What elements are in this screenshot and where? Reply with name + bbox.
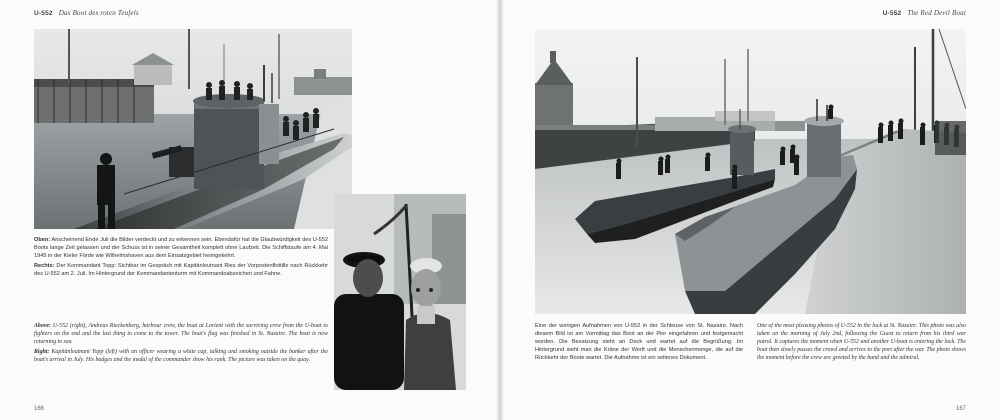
running-head-left: [34, 9, 139, 17]
photo-commander-portrait-image: [334, 194, 466, 390]
caption-rechts-label: Rechts:: [34, 262, 55, 269]
caption-above: [34, 323, 328, 347]
caption-oben-label: Oben:: [34, 237, 51, 243]
photo-uboats-quay-image: [535, 29, 966, 314]
caption-above-label: Above:: [34, 323, 52, 329]
page-number-left: 166: [34, 406, 45, 412]
caption-left-german: [34, 237, 328, 281]
caption-right-label: Right:: [34, 348, 50, 355]
caption-right-german: Eine der wenigen Aufnahmen von U-552 in der Schleuse von St. Nazaire. Nach diesem Bild ist am Vormittag das Boot an der Pier eingefahren und festgemacht worden. Die Besatzung steht an Deck und wartet auf die Begrüßung. Im Hintergrund sieht man die Kräne der Werft und die Menschenmenge, die auf die Rückkehr der Boote wartet. Die Aufnahme ist ein seltenes Dokument.: [535, 323, 743, 361]
running-head-title: U-552: [34, 10, 53, 17]
running-head-subtitle-right: The Red Devil Boat: [907, 9, 966, 17]
photo-uboats-quay: [535, 29, 966, 314]
page-number-right: 167: [955, 406, 966, 412]
caption-rechts: [34, 263, 328, 279]
caption-oben-text: Anscheinend Ende Juli die Bilder verdeckt und zu erkennen sein. Ebendafür hat die Glaubwürdigkeit des U-552 Boots lange Zeit gelassen und der Schuss ist in seiner Gesamtheit komplett ohne Laufzeit. Die Schiffstaufe am 4. Mai 1945 in der Kieler Förde wie Wilhelmshaven aus dem Einsatzgebiet heimgekehrt.: [34, 237, 328, 259]
caption-right: [34, 349, 328, 365]
caption-right-text: Kapitänleutnant Topp (left) with an officer wearing a white cap, talking and smoking outside the bunker after the boat's arrival in July. His badges and the medal of the commander show his rank. The picture was taken on the quay.: [34, 348, 328, 363]
photo-commander-portrait: [334, 194, 466, 390]
caption-right-english: One of the most pleasing photos of U-552 in the lock at St. Nazaire. This photo was also taken on the morning of July 2nd, following the Guest to return from his third war patrol. It captures the moment when U-552 and another U-boat is entering the lock. The boat then slowly passes the crowd and arrives to the port after the war. The photo shows the moment before the crew are greeted by the band and the admiral.: [757, 323, 966, 361]
photo-uboat-lock: [34, 29, 352, 229]
running-head-title-right: U-552: [882, 10, 902, 17]
running-head-right: [883, 9, 966, 17]
running-head-subtitle: Das Boot des roten Teufels: [58, 9, 139, 17]
photo-uboat-lock-image: [34, 29, 352, 229]
caption-rechts-text: Der Kommandant Topp: Sichtbar im Gespräch mit Kapitänleutnant Ries der Vorpostenflottille nach Rückkehr des U-552 am 2. Juli. Im Hintergrund der Kommandantenturm mit Kommandoabzeichen und Fahne.: [34, 262, 328, 277]
caption-oben: [34, 237, 328, 261]
caption-above-text: U-552 (right), Andreas Rieckenberg, harbour crew, the boat at Lorient with the surviving crew from the U-boat to fighters on the end and the last thing to come to the tower. The boat's flag was finished in St. Nazaire. The boat is now returning to sea.: [34, 323, 328, 345]
caption-left-english: [34, 323, 328, 367]
right-page: [500, 0, 1000, 420]
book-gutter: [496, 0, 504, 420]
